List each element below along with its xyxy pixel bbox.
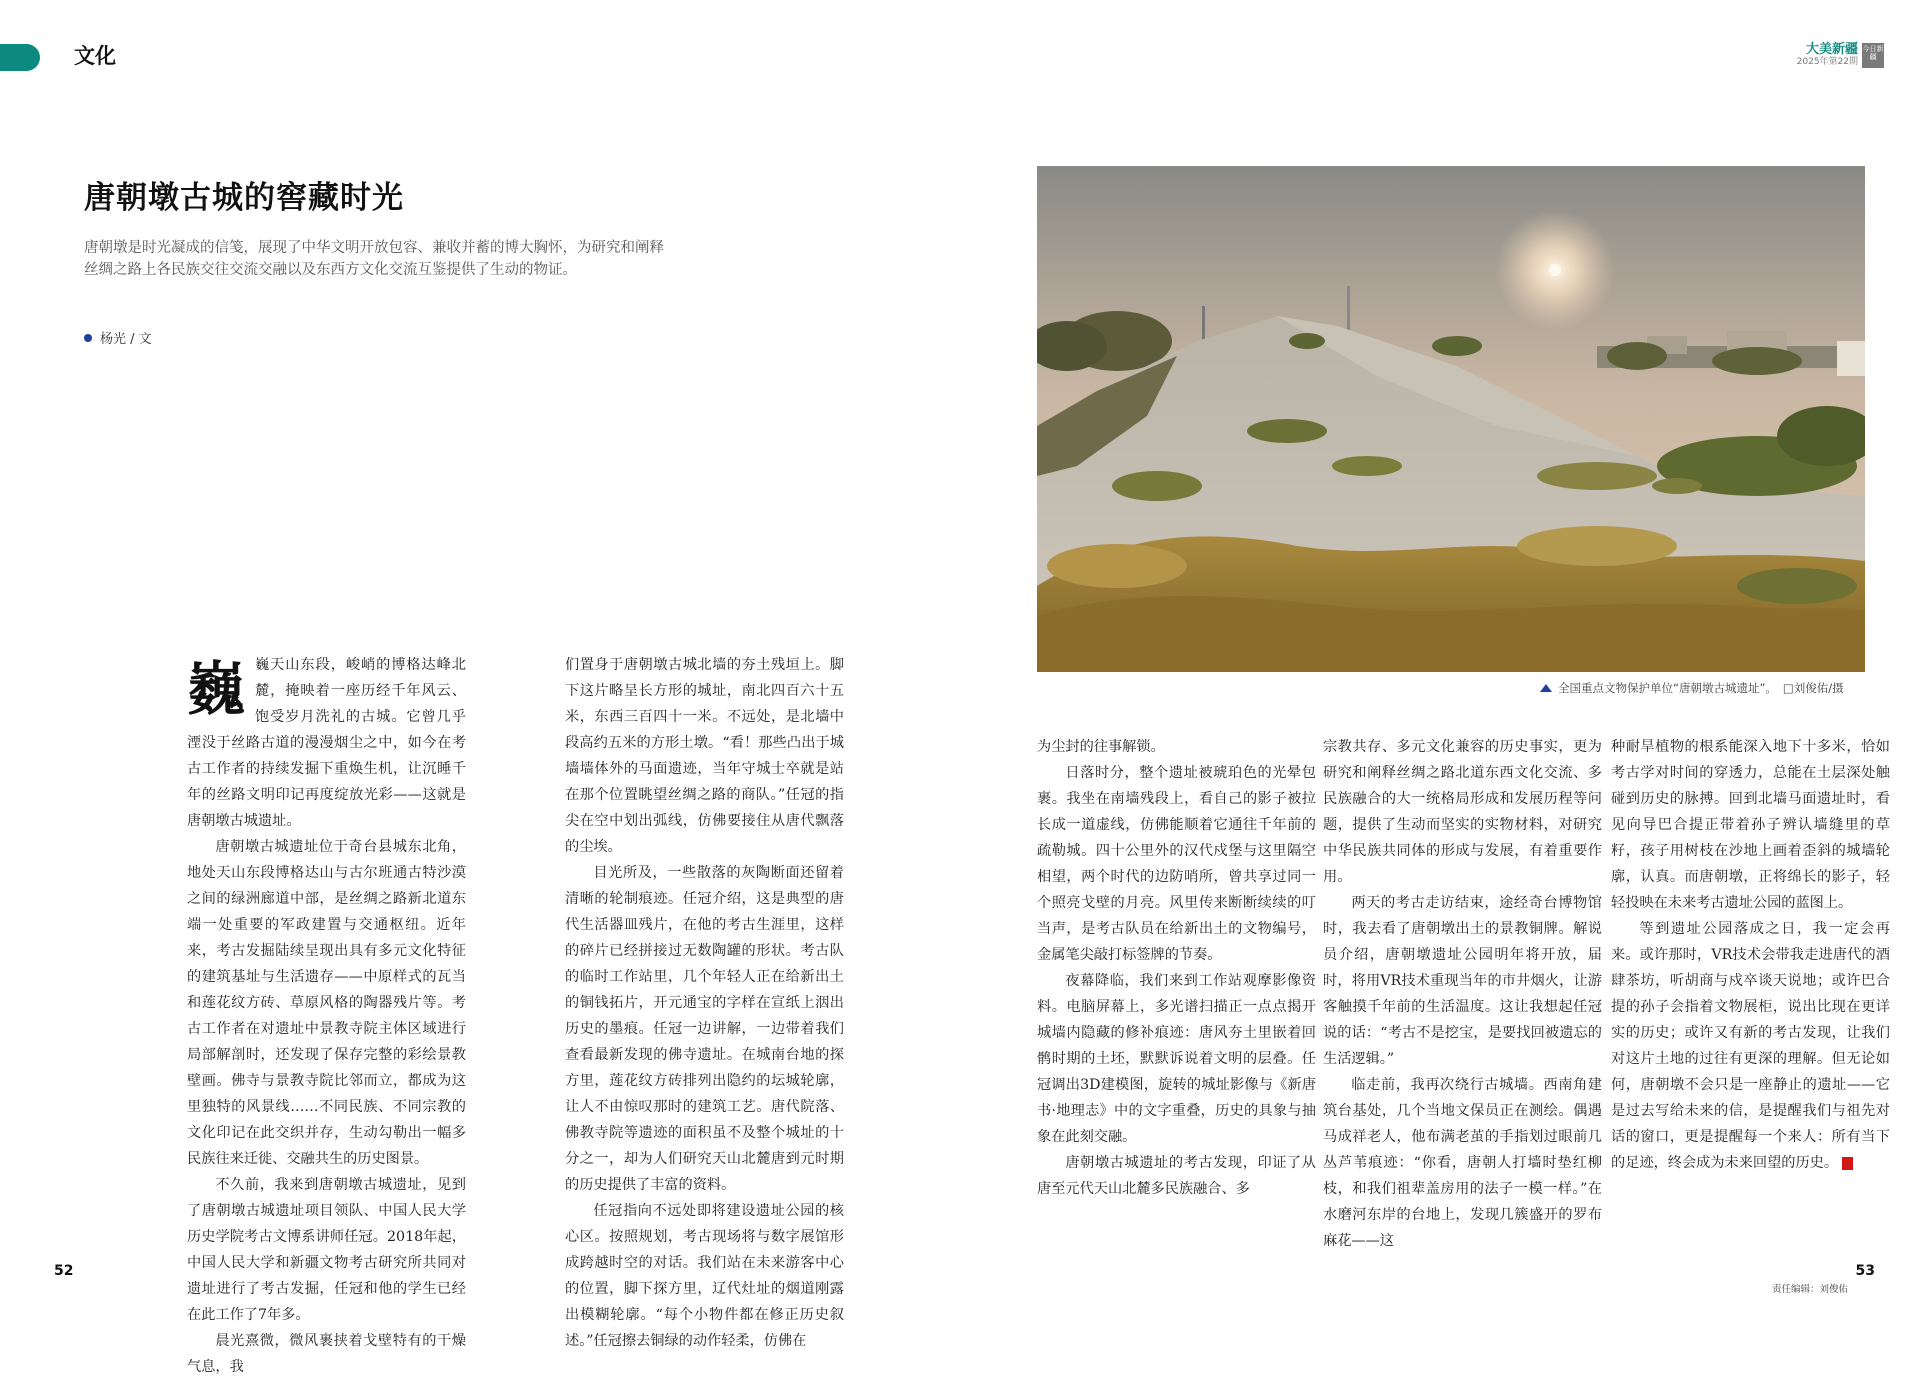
caption-text: 全国重点文物保护单位“唐朝墩古城遗址”。 xyxy=(1558,681,1777,695)
drop-cap: 巍 xyxy=(187,655,246,723)
body-paragraph: 为尘封的往事解锁。 xyxy=(1037,739,1165,755)
body-paragraph: 目光所及，一些散落的灰陶断面还留着清晰的轮制痕迹。任冠介绍，这是典型的唐代生活器皿残片，在他的考古生涯里，这样的碎片已经拼接过无数陶罐的形状。考古队的临时工作站里，几个年轻人正在给新出土的铜钱拓片，开元通宝的字样在宣纸上洇出历史的墨痕。任冠一边讲解，一边带着我们查看最新发现的佛寺遗址。在城南台地的探方里，莲花纹方砖排列出隐约的坛城轮廓，让人不由惊叹那时的建筑工艺。唐代院落、佛教寺院等遗迹的面积虽不及整个城址的十分之一，却为人们研究天山北麓唐到元时期的历史提供了丰富的资料。 xyxy=(565,865,844,1193)
editor-credit: 责任编辑：刘俊佑 xyxy=(1771,1284,1848,1295)
article-lede: 唐朝墩是时光凝成的信笺，展现了中华文明开放包容、兼收并蓄的博大胸怀，为研究和阐释丝绸之路上各民族交往交流交融以及东西方文化交流互鉴提供了生动的物证。 xyxy=(84,240,664,278)
body-column-4 xyxy=(1323,734,1602,1254)
bullet-dot-icon xyxy=(84,334,92,342)
body-paragraph: 唐朝墩古城遗址的考古发现，印证了从唐至元代天山北麓多民族融合、多 xyxy=(1037,1155,1316,1197)
body-paragraph: 日落时分，整个遗址被琥珀色的光晕包裹。我坐在南墙残段上，看自己的影子被拉长成一道虚线，仿佛能顺着它通往千年前的疏勒城。四十公里外的汉代戍堡与这里隔空相望，两个时代的边防哨所，曾共享过同一个照亮戈壁的月亮。风里传来断断续续的叮当声，是考古队员在给新出土的文物编号，金属笔尖敲打标签牌的节奏。 xyxy=(1037,765,1316,963)
page-number-right: 53 xyxy=(1855,1263,1875,1279)
body-column-5 xyxy=(1611,734,1890,1176)
brand-badge: 今日新疆 xyxy=(1862,43,1884,68)
body-column-3 xyxy=(1037,734,1316,1202)
article-author xyxy=(84,328,152,347)
photo-caption xyxy=(1540,680,1844,696)
brand-name: 大美新疆 xyxy=(1805,42,1858,57)
section-label: 文化 xyxy=(74,44,116,68)
body-paragraph: 们置身于唐朝墩古城北墙的夯土残垣上。脚下这片略呈长方形的城址，南北四百六十五米，东西三百四十一米。不远处，是北墙中段高约五米的方形土墩。“看！那些凸出于城墙墙体外的马面遗迹，当年守城士卒就是站在那个位置眺望丝绸之路的商队。”任冠的指尖在空中划出弧线，仿佛要接住从唐代飘落的尘埃。 xyxy=(565,657,844,855)
caption-credit: □刘俊佑/摄 xyxy=(1782,681,1844,695)
body-paragraph: 夜幕降临，我们来到工作站观摩影像资料。电脑屏幕上，多光谱扫描正一点点揭开城墙内隐藏的修补痕迹：唐风夯土里嵌着回鹘时期的土坯，默默诉说着文明的层叠。任冠调出3D建模图，旋转的城址影像与《新唐书·地理志》中的文字重叠，历史的具象与抽象在此刻交融。 xyxy=(1037,973,1316,1145)
section-tab-marker xyxy=(0,44,40,71)
body-column-2 xyxy=(565,652,844,1354)
brand-issue: 2025年第22期 xyxy=(1796,57,1858,67)
end-mark-icon xyxy=(1842,1157,1853,1170)
body-paragraph: 晨光熹微，微风裹挟着戈壁特有的干燥气息，我 xyxy=(187,1333,466,1375)
body-paragraph: 巍巍天山东段，峻峭的博格达峰北麓，掩映着一座历经千年风云、饱受岁月洗礼的古城。它曾几乎湮没于丝路古道的漫漫烟尘之中，如今在考古工作者的持续发掘下重焕生机，让沉睡千年的丝路文明印记再度绽放光彩——这就是唐朝墩古城遗址。 xyxy=(187,655,466,829)
body-paragraph: 两天的考古走访结束，途经奇台博物馆时，我去看了唐朝墩出土的景教铜牌。解说员介绍，唐朝墩遗址公园明年将开放，届时，将用VR技术重现当年的市井烟火，让游客触摸千年前的生活温度。这让我想起任冠说的话：“考古不是挖宝，是要找回被遗忘的生活逻辑。” xyxy=(1323,895,1602,1067)
body-paragraph: 等到遗址公园落成之日，我一定会再来。或许那时，VR技术会带我走进唐代的酒肆茶坊，听胡商与戍卒谈天说地；或许巴合提的孙子会指着文物展柜，说出比现在更详实的历史；或许又有新的考古发现，让我们对这片土地的过往有更深的理解。但无论如何，唐朝墩不会只是一座静止的遗址——它是过去写给未来的信，是提醒我们与祖先对话的窗口，更是提醒每一个来人：所有当下的足迹，终会成为未来回望的历史。 xyxy=(1611,921,1890,1171)
body-paragraph: 不久前，我来到唐朝墩古城遗址，见到了唐朝墩古城遗址项目领队、中国人民大学历史学院考古文博系讲师任冠。2018年起，中国人民大学和新疆文物考古研究所共同对遗址进行了考古发掘，任冠和他的学生已经在此工作了7年多。 xyxy=(187,1177,466,1323)
body-paragraph: 种耐旱植物的根系能深入地下十多米，恰如考古学对时间的穿透力，总能在土层深处触碰到历史的脉搏。回到北墙马面遗址时，看见向导巴合提正带着孙子辨认墙缝里的草籽，孩子用树枝在沙地上画着歪斜的城墙轮廓，认真。而唐朝墩，正将绵长的影子，轻轻投映在未来考古遗址公园的蓝图上。 xyxy=(1611,739,1890,911)
body-paragraph: 宗教共存、多元文化兼容的历史事实，更为研究和阐释丝绸之路北道东西文化交流、多民族融合的大一统格局形成和发展历程等问题，提供了生动而坚实的实物材料，对研究中华民族共同体的形成与发展，有着重要作用。 xyxy=(1323,739,1602,885)
body-paragraph: 临走前，我再次绕行古城墙。西南角建筑台基处，几个当地文保员正在测绘。偶遇马成祥老人，他布满老茧的手指划过眼前几丛芦苇痕迹：“你看，唐朝人打墙时垫红柳枝，和我们祖辈盖房用的法子一模一样。”在水磨河东岸的台地上，发现几簇盛开的罗布麻花——这 xyxy=(1323,1077,1602,1249)
article-photo xyxy=(1037,166,1865,672)
author-byline: 杨光 / 文 xyxy=(100,332,152,347)
body-paragraph: 任冠指向不远处即将建设遗址公园的核心区。按照规划，考古现场将与数字展馆形成跨越时空的对话。我们站在未来游客中心的位置，脚下探方里，辽代灶址的烟道刚露出模糊轮廓。“每个小物件都在修正历史叙述。”任冠擦去铜绿的动作轻柔，仿佛在 xyxy=(565,1203,844,1349)
article-title: 唐朝墩古城的窖藏时光 xyxy=(84,180,404,216)
page-number-left: 52 xyxy=(54,1263,74,1279)
body-column-1 xyxy=(187,652,466,1380)
caption-triangle-icon xyxy=(1540,684,1552,692)
body-paragraph: 唐朝墩古城遗址位于奇台县城东北角，地处天山东段博格达山与古尔班通古特沙漠之间的绿洲廊道中部，是丝绸之路新北道东端一处重要的军政建置与交通枢纽。近年来，考古发掘陆续呈现出具有多元文化特征的建筑基址与生活遗存——中原样式的瓦当和莲花纹方砖、草原风格的陶器残片等。考古工作者在对遗址中景教寺院主体区域进行局部解剖时，还发现了保存完整的彩绘景教壁画。佛寺与景教寺院比邻而立，都成为这里独特的风景线……不同民族、不同宗教的文化印记在此交织并存，生动勾勒出一幅多民族往来迁徙、交融共生的历史图景。 xyxy=(187,839,466,1167)
magazine-brand xyxy=(1797,43,1884,68)
